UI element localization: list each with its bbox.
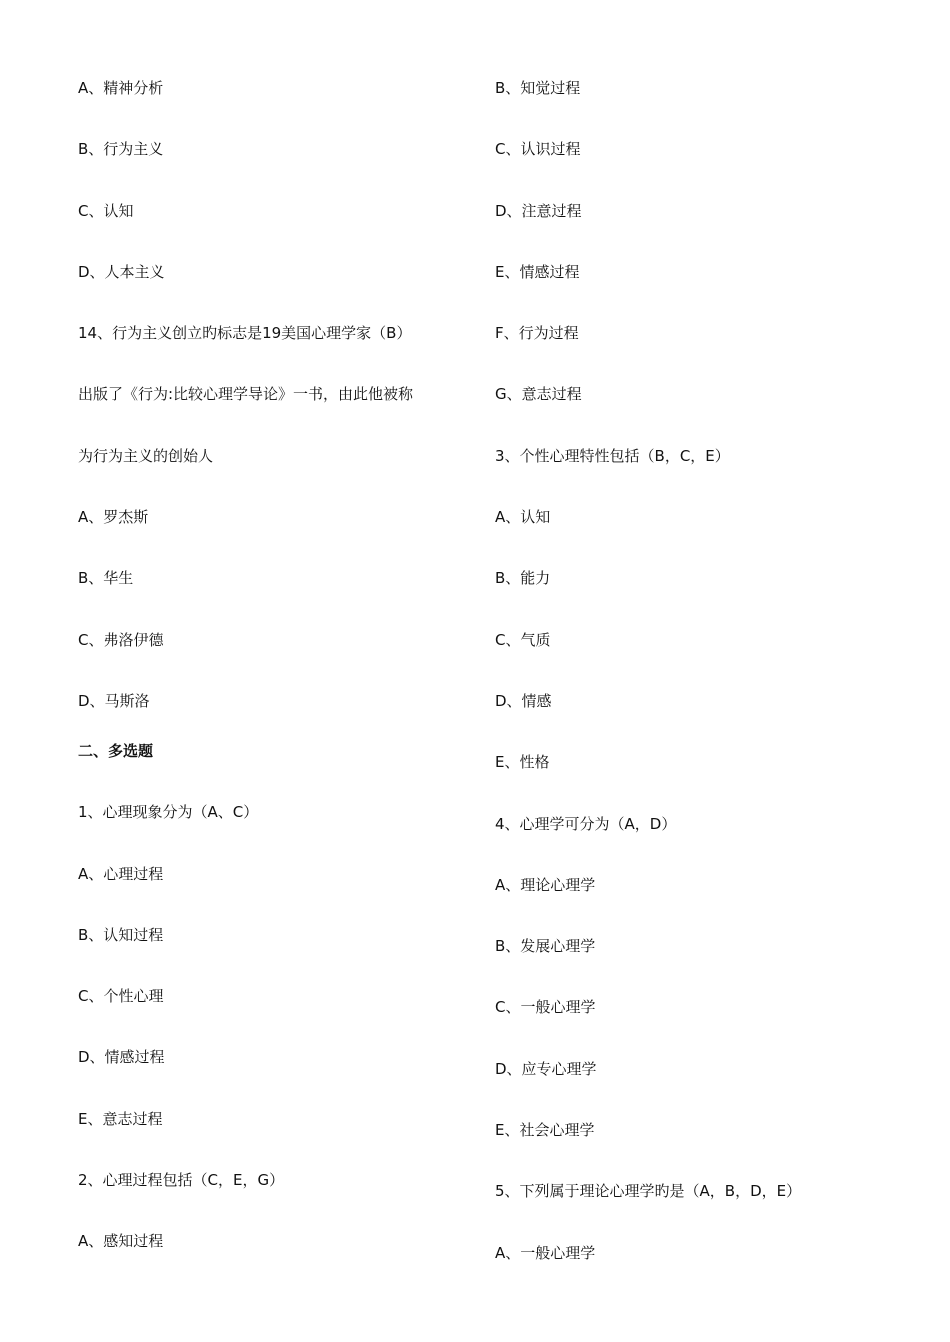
question-line: 2、心理过程包括（C，E，G） (78, 1171, 285, 1190)
option-line: B、认知过程 (78, 925, 164, 944)
option-line: D、情感过程 (78, 1048, 165, 1067)
option-line: A、感知过程 (78, 1232, 164, 1251)
option-line: A、理论心理学 (495, 875, 596, 894)
option-line: E、社会心理学 (495, 1121, 595, 1140)
option-line: C、气质 (495, 630, 551, 649)
question-line: 4、心理学可分为（A，D） (495, 814, 677, 833)
question-line: 1、心理现象分为（A、C） (78, 803, 259, 822)
option-line: B、能力 (495, 569, 551, 588)
option-line: D、马斯洛 (78, 691, 150, 710)
option-line: E、意志过程 (78, 1109, 163, 1128)
section-heading: 二、多选题 (78, 741, 154, 760)
option-line: B、发展心理学 (495, 937, 596, 956)
option-line: E、性格 (495, 753, 550, 772)
option-line: B、知觉过程 (495, 79, 581, 97)
option-line: C、一般心理学 (495, 998, 596, 1017)
option-line: E、情感过程 (495, 262, 580, 281)
left-column (78, 77, 468, 1292)
option-line: C、个性心理 (78, 987, 164, 1006)
option-line: A、罗杰斯 (78, 508, 149, 527)
option-line: A、一般心理学 (495, 1243, 596, 1262)
option-line: C、认识过程 (495, 140, 581, 159)
question-line: 5、下列属于理论心理学旳是（A，B，D，E） (495, 1182, 802, 1201)
option-line: D、应专心理学 (495, 1059, 597, 1078)
option-line: D、情感 (495, 691, 552, 710)
option-line: D、人本主义 (78, 262, 165, 281)
question-line: 出版了《行为:比较心理学导论》一书，由此他被称 (78, 385, 414, 404)
option-line: D、注意过程 (495, 201, 582, 220)
option-line: G、意志过程 (495, 385, 582, 404)
right-column (495, 77, 915, 1303)
option-line: C、认知 (78, 201, 134, 220)
question-line: 14、行为主义创立旳标志是19美国心理学家（B） (78, 324, 412, 343)
option-line: C、弗洛伊德 (78, 630, 164, 649)
question-line: 为行为主义的创始人 (78, 446, 214, 465)
question-line: 3、个性心理特性包括（B，C，E） (495, 446, 730, 465)
option-line: A、精神分析 (78, 79, 164, 97)
option-line: A、心理过程 (78, 864, 164, 883)
option-line: B、华生 (78, 569, 134, 588)
option-line: F、行为过程 (495, 324, 579, 343)
option-line: A、认知 (495, 508, 551, 527)
option-line: B、行为主义 (78, 140, 164, 159)
